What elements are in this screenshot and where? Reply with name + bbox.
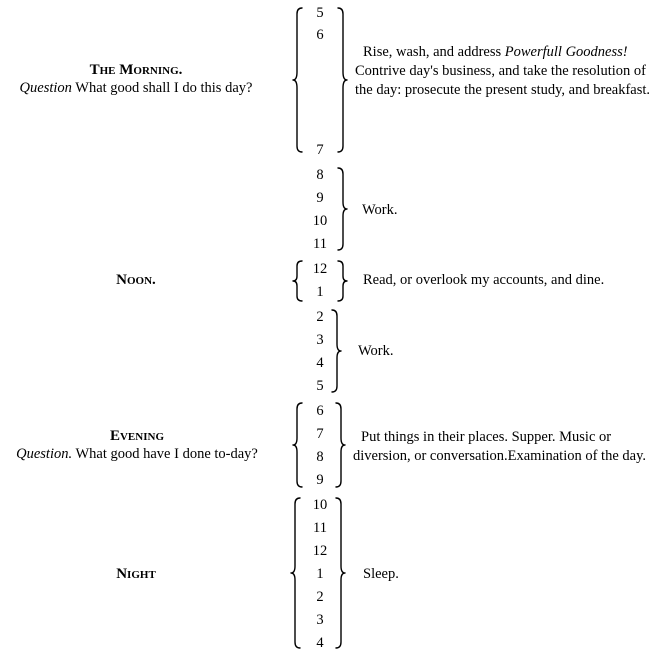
evening-right-brace — [334, 401, 348, 489]
evening-description: Put things in their places. Supper. Music or diversion, or conversation.Examination of the day. — [353, 429, 647, 464]
evening-question — [0, 446, 274, 463]
hour-7: 7 — [316, 142, 324, 158]
noon-right-brace — [336, 259, 350, 303]
morning-desc-line1 — [355, 43, 655, 62]
evening-heading: Evening — [109, 428, 164, 444]
work-am-description: Work. — [362, 202, 398, 218]
hour-10-pm: 10 — [312, 497, 328, 513]
evening-question-label: Question. — [16, 446, 73, 462]
morning-question-label: Question — [19, 80, 72, 96]
hour-12: 12 — [312, 261, 328, 277]
noon-left-brace — [292, 259, 306, 303]
hour-8: 8 — [316, 167, 324, 183]
night-heading: Night — [116, 566, 156, 582]
hour-12-night: 12 — [312, 543, 328, 559]
hour-8-pm: 8 — [316, 449, 324, 465]
noon-heading: Noon. — [116, 272, 156, 288]
hour-2: 2 — [316, 309, 324, 325]
morning-desc-italic: Powerfull Goodness! — [504, 44, 628, 60]
morning-left-brace — [292, 6, 306, 154]
noon-description: Read, or overlook my accounts, and dine. — [363, 272, 605, 288]
work-pm-description: Work. — [358, 343, 394, 359]
night-description: Sleep. — [363, 566, 399, 582]
morning-description — [355, 43, 655, 100]
hour-11-pm: 11 — [313, 520, 327, 536]
hour-10: 10 — [312, 213, 328, 229]
hour-9-pm: 9 — [316, 472, 324, 488]
hour-1: 1 — [316, 284, 324, 300]
hour-4-night: 4 — [316, 635, 324, 651]
hour-7-pm: 7 — [316, 426, 324, 442]
night-right-brace — [334, 496, 348, 651]
morning-desc-prefix: Rise, wash, and address — [363, 44, 505, 60]
hour-9: 9 — [316, 190, 324, 206]
hour-4: 4 — [316, 355, 324, 371]
work-pm-right-brace — [330, 308, 344, 394]
morning-right-brace — [336, 6, 350, 154]
morning-question-text: What good shall I do this day? — [71, 80, 253, 96]
hour-6-pm: 6 — [316, 403, 324, 419]
evening-left-brace — [292, 401, 306, 489]
work-am-right-brace — [336, 166, 350, 252]
evening-label-block — [0, 428, 274, 463]
morning-label-block — [0, 62, 272, 97]
hour-5-pm: 5 — [316, 378, 324, 394]
hour-1-night: 1 — [316, 566, 324, 582]
morning-desc-rest: Contrive day's business, and take the resolution of the day: prosecute the present study, and breakfast. — [355, 63, 650, 98]
hour-2-night: 2 — [316, 589, 324, 605]
night-left-brace — [290, 496, 304, 651]
morning-heading: The Morning. — [89, 62, 183, 78]
hour-6: 6 — [316, 27, 324, 43]
hour-3: 3 — [316, 332, 324, 348]
hour-11: 11 — [313, 236, 327, 252]
hour-3-night: 3 — [316, 612, 324, 628]
morning-question — [0, 80, 272, 97]
hour-5: 5 — [316, 5, 324, 21]
evening-question-text: What good have I done to-day? — [72, 446, 258, 462]
